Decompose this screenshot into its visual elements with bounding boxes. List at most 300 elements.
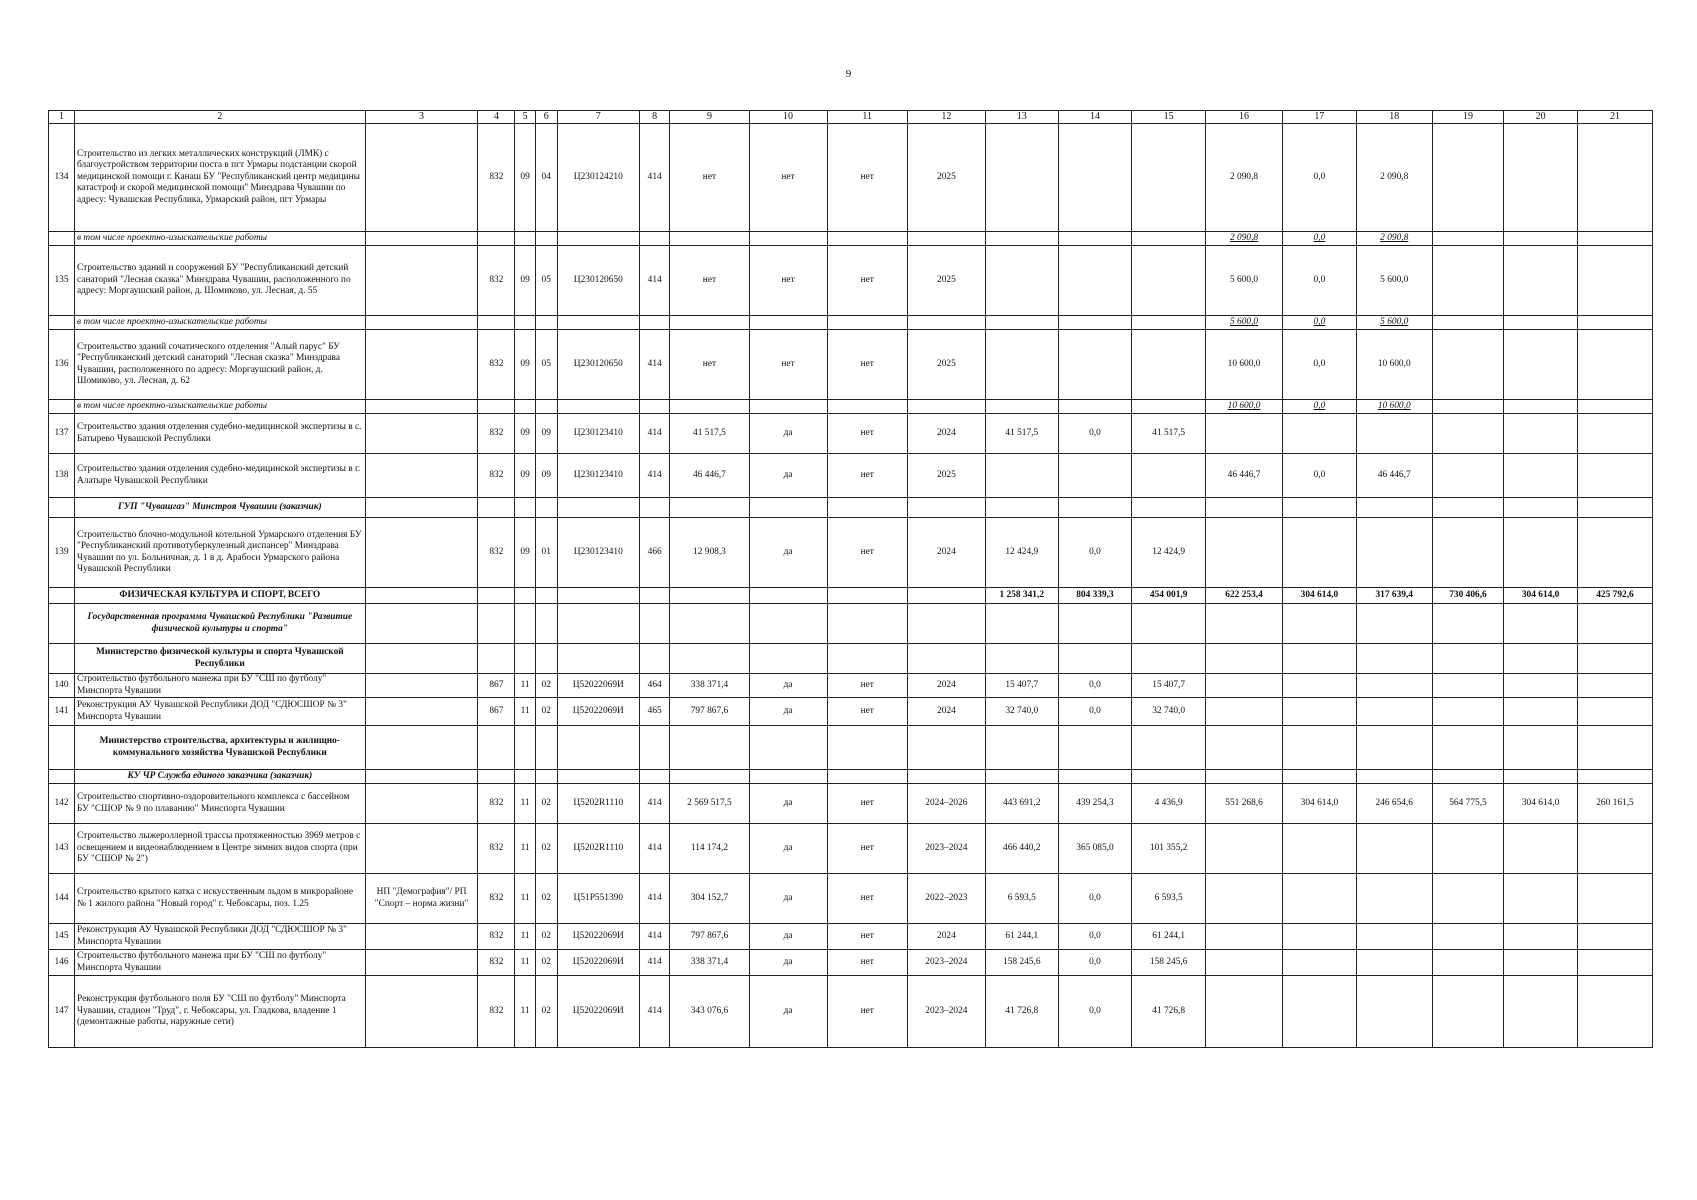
table-cell [365,498,478,518]
table-cell [1058,316,1132,330]
table-cell: нет [827,518,907,588]
table-cell: 832 [478,874,515,924]
row-number-cell: 136 [49,330,75,400]
table-cell: 6 593,5 [1132,874,1206,924]
table-cell [1356,976,1432,1048]
table-cell [1283,770,1357,784]
column-number-header: 11 [827,111,907,124]
table-cell [1432,604,1504,644]
table-cell: 414 [640,414,670,454]
table-cell [557,604,639,644]
table-cell [365,604,478,644]
table-cell: 02 [535,924,557,950]
table-cell: 0,0 [1283,232,1357,246]
table-cell [640,726,670,770]
table-cell: 414 [640,874,670,924]
table-cell [1356,824,1432,874]
table-row [49,232,1653,246]
table-cell: 414 [640,784,670,824]
table-cell [670,726,749,770]
table-cell [1206,604,1283,644]
table-cell: 41 726,8 [1132,976,1206,1048]
table-cell [1504,330,1578,400]
table-cell [1058,124,1132,232]
table-cell [1504,400,1578,414]
table-cell: 2025 [907,330,985,400]
table-cell [670,604,749,644]
table-cell: 46 446,7 [670,454,749,498]
table-cell [535,498,557,518]
table-cell: 2025 [907,246,985,316]
table-cell: 46 446,7 [1356,454,1432,498]
table-cell [1283,414,1357,454]
table-cell [365,246,478,316]
table-cell: 09 [515,414,536,454]
table-cell [535,316,557,330]
row-number-cell: 145 [49,924,75,950]
table-cell: 414 [640,976,670,1048]
table-cell [1132,316,1206,330]
table-cell [1432,698,1504,726]
table-cell [1504,924,1578,950]
table-cell [640,498,670,518]
table-cell [1504,674,1578,698]
table-cell: 61 244,1 [985,924,1058,950]
table-cell [365,644,478,674]
table-cell: 2 090,8 [1356,232,1432,246]
table-cell [1432,824,1504,874]
object-name-cell: ГУП "Чувашгаз" Минстроя Чувашии (заказчик) [75,498,366,518]
table-cell: 304 152,7 [670,874,749,924]
table-cell: 0,0 [1283,330,1357,400]
table-cell [640,604,670,644]
table-cell [535,770,557,784]
table-cell [985,246,1058,316]
table-cell [670,644,749,674]
table-cell [557,498,639,518]
table-cell: 15 407,7 [1132,674,1206,698]
table-cell [1058,330,1132,400]
table-cell: 11 [515,784,536,824]
table-cell [365,400,478,414]
table-cell [1432,726,1504,770]
table-cell [1132,498,1206,518]
table-cell: 02 [535,976,557,1048]
table-cell [1283,824,1357,874]
table-cell [1577,976,1652,1048]
table-cell: 414 [640,950,670,976]
table-cell [478,498,515,518]
table-cell [1283,950,1357,976]
table-row [49,498,1653,518]
table-cell [670,770,749,784]
table-cell [478,726,515,770]
row-number-cell [49,644,75,674]
table-cell [1132,644,1206,674]
table-cell: да [749,976,827,1048]
table-cell [827,316,907,330]
table-cell [365,330,478,400]
column-number-header: 4 [478,111,515,124]
table-cell: 10 600,0 [1206,330,1283,400]
table-cell: 466 [640,518,670,588]
table-cell [1132,246,1206,316]
table-cell: 466 440,2 [985,824,1058,874]
table-cell [907,498,985,518]
table-cell [1577,874,1652,924]
table-cell [1432,246,1504,316]
table-cell [365,726,478,770]
table-cell [985,232,1058,246]
table-cell: 02 [535,698,557,726]
row-number-cell [49,770,75,784]
table-cell: 114 174,2 [670,824,749,874]
table-cell [478,604,515,644]
table-cell: 02 [535,950,557,976]
table-cell [515,232,536,246]
table-cell [1058,400,1132,414]
column-number-header: 5 [515,111,536,124]
table-cell [1283,604,1357,644]
table-cell: нет [827,124,907,232]
column-number-header: 2 [75,111,366,124]
table-cell: 443 691,2 [985,784,1058,824]
table-cell [907,770,985,784]
table-cell [1577,824,1652,874]
table-cell: Ц5202R1110 [557,784,639,824]
table-cell: 01 [535,518,557,588]
table-cell [1432,316,1504,330]
table-cell: 158 245,6 [985,950,1058,976]
table-cell: 0,0 [1058,976,1132,1048]
table-cell [670,498,749,518]
table-cell [1206,824,1283,874]
table-cell [1504,770,1578,784]
table-cell: 832 [478,124,515,232]
table-cell [1504,604,1578,644]
table-cell [827,726,907,770]
table-cell [1283,518,1357,588]
table-cell [1283,924,1357,950]
table-cell: 832 [478,518,515,588]
table-cell: 0,0 [1058,518,1132,588]
table-cell [1206,414,1283,454]
table-cell: 09 [515,246,536,316]
table-cell [985,330,1058,400]
table-cell [749,726,827,770]
table-row [49,518,1653,588]
table-cell: 0,0 [1283,400,1357,414]
row-number-cell: 143 [49,824,75,874]
table-cell [985,726,1058,770]
table-cell [1356,698,1432,726]
table-cell: 5 600,0 [1206,246,1283,316]
table-cell [1206,674,1283,698]
table-cell [1504,824,1578,874]
column-number-header: 18 [1356,111,1432,124]
table-cell [1058,246,1132,316]
table-cell: 0,0 [1283,124,1357,232]
table-cell: 15 407,7 [985,674,1058,698]
table-cell [365,454,478,498]
table-cell: да [749,518,827,588]
table-cell [1058,604,1132,644]
table-row [49,770,1653,784]
table-cell [365,588,478,604]
table-cell [557,770,639,784]
table-cell [1356,498,1432,518]
table-cell [478,770,515,784]
table-row [49,246,1653,316]
table-cell [1577,400,1652,414]
table-cell: Ц52022069И [557,924,639,950]
table-cell [1432,124,1504,232]
object-name-cell: Строительство крытого катка с искусственным льдом в микрорайоне № 1 жилого района "Новый город" г. Чебоксары, поз. 1.25 [75,874,366,924]
table-cell [1132,726,1206,770]
table-row [49,124,1653,232]
table-cell [827,588,907,604]
table-cell: нет [827,674,907,698]
page-number: 9 [845,68,852,80]
table-cell [478,316,515,330]
row-number-cell: 146 [49,950,75,976]
table-cell: да [749,674,827,698]
table-cell: НП "Демография"/ РП "Спорт – норма жизни" [365,874,478,924]
table-cell [1432,414,1504,454]
column-number-header: 13 [985,111,1058,124]
row-number-cell: 141 [49,698,75,726]
table-cell [1504,976,1578,1048]
table-cell: 0,0 [1058,414,1132,454]
table-cell: 414 [640,124,670,232]
column-number-header: 17 [1283,111,1357,124]
table-cell: 10 600,0 [1356,400,1432,414]
table-cell: 414 [640,454,670,498]
row-number-cell [49,232,75,246]
object-name-cell: Реконструкция футбольного поля БУ "СШ по футболу" Минспорта Чувашии, стадион "Труд", г. Чебоксары, ул. Гладкова, владение 1 (демонтажные работы, наружные сети) [75,976,366,1048]
row-number-cell: 142 [49,784,75,824]
table-cell: 11 [515,698,536,726]
table-cell [1132,400,1206,414]
column-number-header: 7 [557,111,639,124]
column-number-header: 20 [1504,111,1578,124]
table-cell: 11 [515,874,536,924]
table-cell [1058,498,1132,518]
table-cell [365,784,478,824]
table-cell: 2025 [907,124,985,232]
table-cell [827,604,907,644]
table-cell [1504,498,1578,518]
table-cell: 0,0 [1283,316,1357,330]
table-cell: 365 085,0 [1058,824,1132,874]
object-name-cell: Реконструкция АУ Чувашской Республики ДОД "СДЮСШОР № 3" Минспорта Чувашии [75,924,366,950]
table-cell [535,232,557,246]
table-cell: 02 [535,824,557,874]
table-cell: нет [670,330,749,400]
object-name-cell: Строительство блочно-модульной котельной Урмарского отделения БУ "Республиканский противотуберкулезный диспансер" Минздрава Чувашии по ул. Больничная, д. 1 в д. Арабоси Урмарского района Чувашской Республики [75,518,366,588]
table-cell [1577,518,1652,588]
table-cell [557,588,639,604]
table-cell: Ц52022069И [557,976,639,1048]
table-cell [640,588,670,604]
table-cell [1132,770,1206,784]
table-cell [1283,698,1357,726]
table-cell: нет [827,246,907,316]
table-cell: 61 244,1 [1132,924,1206,950]
row-number-cell [49,588,75,604]
column-number-header: 15 [1132,111,1206,124]
object-name-cell: Министерство физической культуры и спорта Чувашской Республики [75,644,366,674]
table-cell [1132,454,1206,498]
table-cell [670,316,749,330]
row-number-cell [49,400,75,414]
object-name-cell: Строительство футбольного манежа при БУ "СШ по футболу" Минспорта Чувашии [75,674,366,698]
table-cell: 414 [640,330,670,400]
table-cell [515,588,536,604]
table-cell [749,232,827,246]
table-cell: 2 090,8 [1356,124,1432,232]
table-cell [1432,330,1504,400]
table-cell: 2 569 517,5 [670,784,749,824]
table-cell: нет [670,124,749,232]
object-name-cell: Строительство здания отделения судебно-медицинской экспертизы в г. Алатыре Чувашской Республики [75,454,366,498]
table-cell [1432,454,1504,498]
table-cell: 32 740,0 [1132,698,1206,726]
row-number-cell: 140 [49,674,75,698]
table-cell: 317 639,4 [1356,588,1432,604]
table-cell [1432,770,1504,784]
table-cell [1577,414,1652,454]
table-cell [1206,924,1283,950]
row-number-cell [49,498,75,518]
table-cell [749,588,827,604]
table-cell: 02 [535,674,557,698]
table-cell [749,400,827,414]
table-cell [827,498,907,518]
table-cell: 46 446,7 [1206,454,1283,498]
table-cell: нет [827,924,907,950]
table-cell [1356,414,1432,454]
table-cell: 09 [515,518,536,588]
table-cell: 0,0 [1283,246,1357,316]
table-cell [827,400,907,414]
table-cell [535,588,557,604]
object-name-cell: Строительство спортивно-оздоровительного комплекса с бассейном БУ "СШОР № 9 по плаванию" Минспорта Чувашии [75,784,366,824]
table-cell: 304 614,0 [1283,588,1357,604]
table-cell: нет [827,330,907,400]
table-cell: 564 775,5 [1432,784,1504,824]
table-cell: 11 [515,976,536,1048]
table-cell [1058,644,1132,674]
table-cell: нет [749,124,827,232]
table-cell [1504,644,1578,674]
table-cell: нет [827,976,907,1048]
table-cell: 2024 [907,414,985,454]
table-cell: 832 [478,824,515,874]
table-cell [515,726,536,770]
table-row [49,874,1653,924]
table-cell [515,316,536,330]
table-cell [1206,976,1283,1048]
table-row [49,976,1653,1048]
table-cell [1577,454,1652,498]
table-cell: 12 908,3 [670,518,749,588]
table-cell [1058,454,1132,498]
column-number-header: 21 [1577,111,1652,124]
table-cell [515,498,536,518]
table-cell [1283,498,1357,518]
object-name-cell: Реконструкция АУ Чувашской Республики ДОД "СДЮСШОР № 3" Минспорта Чувашии [75,698,366,726]
table-cell [827,770,907,784]
table-cell [1432,924,1504,950]
table-cell: Ц230120650 [557,330,639,400]
table-cell: 2022–2023 [907,874,985,924]
table-cell: 1 258 341,2 [985,588,1058,604]
table-cell: 09 [515,124,536,232]
table-cell: нет [827,950,907,976]
table-cell [1206,498,1283,518]
table-cell: 867 [478,698,515,726]
table-cell [365,124,478,232]
table-cell: Ц51Р551390 [557,874,639,924]
table-cell: 797 867,6 [670,924,749,950]
table-cell: 02 [535,784,557,824]
table-cell [640,232,670,246]
table-cell [1504,698,1578,726]
budget-table [48,110,1653,1048]
column-number-header: 9 [670,111,749,124]
table-cell: нет [749,246,827,316]
table-cell [1283,674,1357,698]
table-cell: 0,0 [1058,950,1132,976]
table-cell: Ц52022069И [557,674,639,698]
table-cell: 622 253,4 [1206,588,1283,604]
object-name-cell: Министерство строительства, архитектуры и жилищно-коммунального хозяйства Чувашской Республики [75,726,366,770]
table-cell [1432,644,1504,674]
object-name-cell: в том числе проектно-изыскательские работы [75,316,366,330]
table-row [49,414,1653,454]
table-cell [640,770,670,784]
table-cell: 464 [640,674,670,698]
table-row [49,784,1653,824]
table-cell: 41 517,5 [1132,414,1206,454]
table-cell: 0,0 [1058,874,1132,924]
table-cell [670,588,749,604]
table-cell [557,316,639,330]
table-cell: 832 [478,950,515,976]
table-cell: 867 [478,674,515,698]
table-cell [907,726,985,770]
table-cell: 304 614,0 [1504,784,1578,824]
table-cell [1432,976,1504,1048]
table-cell [1577,124,1652,232]
table-row [49,674,1653,698]
table-cell: Ц230124210 [557,124,639,232]
table-cell [1577,316,1652,330]
column-number-header: 19 [1432,111,1504,124]
table-cell: 11 [515,950,536,976]
object-name-cell: Строительство футбольного манежа при БУ "СШ по футболу" Минспорта Чувашии [75,950,366,976]
table-cell: да [749,824,827,874]
table-cell: 5 600,0 [1356,246,1432,316]
row-number-cell: 135 [49,246,75,316]
table-cell [827,232,907,246]
table-row [49,588,1653,604]
table-cell: 0,0 [1058,924,1132,950]
column-number-header: 1 [49,111,75,124]
row-number-cell: 139 [49,518,75,588]
table-cell [1206,518,1283,588]
